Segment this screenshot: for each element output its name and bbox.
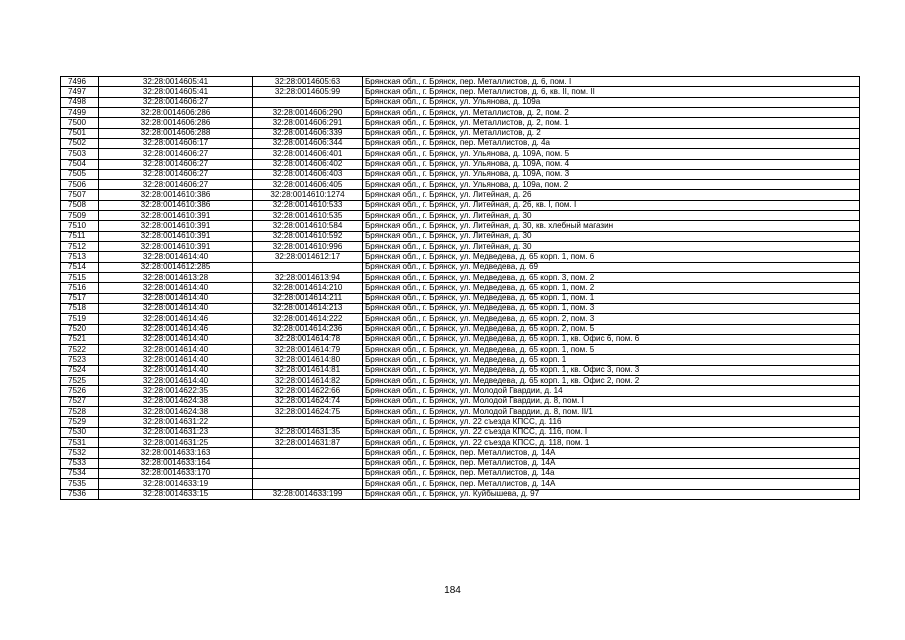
object-cadastral-number: 32:28:0014606:291 <box>253 118 363 128</box>
row-number: 7530 <box>61 427 99 437</box>
table-row <box>61 437 860 447</box>
table-row <box>61 417 860 427</box>
object-cadastral-number: 32:28:0014606:344 <box>253 138 363 148</box>
parcel-cadastral-number: 32:28:0014606:27 <box>99 159 253 169</box>
parcel-cadastral-number: 32:28:0014606:27 <box>99 169 253 179</box>
table-row <box>61 427 860 437</box>
object-cadastral-number <box>253 262 363 272</box>
table-row <box>61 190 860 200</box>
object-cadastral-number: 32:28:0014610:592 <box>253 231 363 241</box>
parcel-cadastral-number: 32:28:0014610:386 <box>99 190 253 200</box>
object-cadastral-number <box>253 448 363 458</box>
row-number: 7525 <box>61 376 99 386</box>
parcel-cadastral-number: 32:28:0014624:38 <box>99 407 253 417</box>
address: Брянская обл., г. Брянск, ул. Ульянова, д. 109А, пом. 3 <box>363 169 860 179</box>
row-number: 7518 <box>61 303 99 313</box>
address: Брянская обл., г. Брянск, ул. Медведева, д. 65 корп. 1, пом. 2 <box>363 283 860 293</box>
address: Брянская обл., г. Брянск, пер. Металлистов, д. 4а <box>363 138 860 148</box>
address: Брянская обл., г. Брянск, ул. Литейная, д. 30 <box>363 211 860 221</box>
object-cadastral-number: 32:28:0014614:78 <box>253 334 363 344</box>
object-cadastral-number <box>253 468 363 478</box>
row-number: 7507 <box>61 190 99 200</box>
row-number: 7510 <box>61 221 99 231</box>
row-number: 7511 <box>61 231 99 241</box>
object-cadastral-number: 32:28:0014614:80 <box>253 355 363 365</box>
parcel-cadastral-number: 32:28:0014614:46 <box>99 324 253 334</box>
address: Брянская обл., г. Брянск, ул. Медведева, д. 69 <box>363 262 860 272</box>
object-cadastral-number: 32:28:0014613:94 <box>253 272 363 282</box>
address: Брянская обл., г. Брянск, пер. Металлистов, д. 14а <box>363 468 860 478</box>
row-number: 7514 <box>61 262 99 272</box>
parcel-cadastral-number: 32:28:0014606:27 <box>99 180 253 190</box>
table-row <box>61 386 860 396</box>
address: Брянская обл., г. Брянск, ул. Медведева, д. 65 корп. 2, пом. 5 <box>363 324 860 334</box>
row-number: 7503 <box>61 149 99 159</box>
address: Брянская обл., г. Брянск, ул. Куйбышева, д. 97 <box>363 489 860 499</box>
table-row <box>61 355 860 365</box>
row-number: 7502 <box>61 138 99 148</box>
parcel-cadastral-number: 32:28:0014614:40 <box>99 283 253 293</box>
object-cadastral-number <box>253 97 363 107</box>
address: Брянская обл., г. Брянск, ул. 22 съезда КПСС, д. 116 <box>363 417 860 427</box>
object-cadastral-number: 32:28:0014610:584 <box>253 221 363 231</box>
object-cadastral-number <box>253 479 363 489</box>
parcel-cadastral-number: 32:28:0014610:391 <box>99 231 253 241</box>
address: Брянская обл., г. Брянск, ул. Ульянова, д. 109А, пом. 4 <box>363 159 860 169</box>
address: Брянская обл., г. Брянск, ул. Металлистов, д. 2, пом. 2 <box>363 107 860 117</box>
object-cadastral-number: 32:28:0014606:290 <box>253 107 363 117</box>
parcel-cadastral-number: 32:28:0014614:40 <box>99 365 253 375</box>
address: Брянская обл., г. Брянск, ул. Литейная, д. 30, кв. хлебный магазин <box>363 221 860 231</box>
table-row <box>61 334 860 344</box>
address: Брянская обл., г. Брянск, ул. Ульянова, д. 109а <box>363 97 860 107</box>
row-number: 7522 <box>61 345 99 355</box>
object-cadastral-number: 32:28:0014606:402 <box>253 159 363 169</box>
table-row <box>61 159 860 169</box>
object-cadastral-number: 32:28:0014624:74 <box>253 396 363 406</box>
table-row <box>61 365 860 375</box>
table-row <box>61 118 860 128</box>
object-cadastral-number: 32:28:0014605:63 <box>253 77 363 87</box>
parcel-cadastral-number: 32:28:0014631:23 <box>99 427 253 437</box>
parcel-cadastral-number: 32:28:0014606:27 <box>99 97 253 107</box>
row-number: 7513 <box>61 252 99 262</box>
parcel-cadastral-number: 32:28:0014610:386 <box>99 200 253 210</box>
row-number: 7523 <box>61 355 99 365</box>
row-number: 7519 <box>61 314 99 324</box>
table-row <box>61 138 860 148</box>
object-cadastral-number: 32:28:0014633:199 <box>253 489 363 499</box>
object-cadastral-number: 32:28:0014614:210 <box>253 283 363 293</box>
object-cadastral-number: 32:28:0014606:401 <box>253 149 363 159</box>
object-cadastral-number: 32:28:0014610:533 <box>253 200 363 210</box>
row-number: 7534 <box>61 468 99 478</box>
address: Брянская обл., г. Брянск, ул. Медведева, д. 65 корп. 1, кв. Офис 6, пом. 6 <box>363 334 860 344</box>
parcel-cadastral-number: 32:28:0014614:40 <box>99 303 253 313</box>
object-cadastral-number: 32:28:0014614:79 <box>253 345 363 355</box>
row-number: 7528 <box>61 407 99 417</box>
parcel-cadastral-number: 32:28:0014624:38 <box>99 396 253 406</box>
object-cadastral-number: 32:28:0014606:405 <box>253 180 363 190</box>
table-row <box>61 345 860 355</box>
object-cadastral-number: 32:28:0014624:75 <box>253 407 363 417</box>
address: Брянская обл., г. Брянск, пер. Металлистов, д. 6, кв. II, пом. II <box>363 87 860 97</box>
object-cadastral-number: 32:28:0014631:35 <box>253 427 363 437</box>
row-number: 7533 <box>61 458 99 468</box>
object-cadastral-number: 32:28:0014614:211 <box>253 293 363 303</box>
row-number: 7509 <box>61 211 99 221</box>
table-row <box>61 407 860 417</box>
row-number: 7497 <box>61 87 99 97</box>
row-number: 7520 <box>61 324 99 334</box>
address: Брянская обл., г. Брянск, ул. Металлистов, д. 2 <box>363 128 860 138</box>
table-row <box>61 252 860 262</box>
row-number: 7535 <box>61 479 99 489</box>
row-number: 7532 <box>61 448 99 458</box>
row-number: 7505 <box>61 169 99 179</box>
address: Брянская обл., г. Брянск, ул. Литейная, д. 26, кв. I, пом. I <box>363 200 860 210</box>
address: Брянская обл., г. Брянск, ул. Молодой Гвардии, д. 8, пом. II/1 <box>363 407 860 417</box>
parcel-cadastral-number: 32:28:0014613:28 <box>99 272 253 282</box>
row-number: 7504 <box>61 159 99 169</box>
row-number: 7526 <box>61 386 99 396</box>
object-cadastral-number: 32:28:0014606:339 <box>253 128 363 138</box>
parcel-cadastral-number: 32:28:0014605:41 <box>99 77 253 87</box>
table-row <box>61 242 860 252</box>
table-row <box>61 272 860 282</box>
object-cadastral-number <box>253 417 363 427</box>
address: Брянская обл., г. Брянск, ул. Медведева, д. 65 корп. 1, кв. Офис 3, пом. 3 <box>363 365 860 375</box>
address: Брянская обл., г. Брянск, ул. 22 съезда КПСС, д. 118, пом. 1 <box>363 437 860 447</box>
parcel-cadastral-number: 32:28:0014633:164 <box>99 458 253 468</box>
table-row <box>61 262 860 272</box>
address: Брянская обл., г. Брянск, ул. 22 съезда КПСС, д. 116, пом. I <box>363 427 860 437</box>
table-row <box>61 149 860 159</box>
address: Брянская обл., г. Брянск, ул. Медведева, д. 65 корп. 1, пом. 3 <box>363 303 860 313</box>
table-row <box>61 324 860 334</box>
row-number: 7536 <box>61 489 99 499</box>
row-number: 7515 <box>61 272 99 282</box>
object-cadastral-number: 32:28:0014614:82 <box>253 376 363 386</box>
parcel-cadastral-number: 32:28:0014610:391 <box>99 242 253 252</box>
address: Брянская обл., г. Брянск, ул. Литейная, д. 30 <box>363 242 860 252</box>
table-row <box>61 211 860 221</box>
row-number: 7517 <box>61 293 99 303</box>
table-row <box>61 107 860 117</box>
parcel-cadastral-number: 32:28:0014606:286 <box>99 118 253 128</box>
parcel-cadastral-number: 32:28:0014622:35 <box>99 386 253 396</box>
address: Брянская обл., г. Брянск, ул. Медведева, д. 65 корп. 1, кв. Офис 2, пом. 2 <box>363 376 860 386</box>
row-number: 7501 <box>61 128 99 138</box>
parcel-cadastral-number: 32:28:0014610:391 <box>99 211 253 221</box>
table-body <box>61 77 860 500</box>
table-row <box>61 221 860 231</box>
address: Брянская обл., г. Брянск, ул. Ульянова, д. 109а, пом. 2 <box>363 180 860 190</box>
row-number: 7499 <box>61 107 99 117</box>
object-cadastral-number: 32:28:0014614:81 <box>253 365 363 375</box>
table-row <box>61 303 860 313</box>
object-cadastral-number: 32:28:0014610:535 <box>253 211 363 221</box>
address: Брянская обл., г. Брянск, пер. Металлистов, д. 14А <box>363 458 860 468</box>
parcel-cadastral-number: 32:28:0014606:17 <box>99 138 253 148</box>
object-cadastral-number: 32:28:0014622:66 <box>253 386 363 396</box>
row-number: 7527 <box>61 396 99 406</box>
object-cadastral-number: 32:28:0014631:87 <box>253 437 363 447</box>
table-row <box>61 97 860 107</box>
table-row <box>61 200 860 210</box>
address: Брянская обл., г. Брянск, ул. Медведева, д. 65 корп. 3, пом. 2 <box>363 272 860 282</box>
table-row <box>61 396 860 406</box>
row-number: 7516 <box>61 283 99 293</box>
object-cadastral-number: 32:28:0014606:403 <box>253 169 363 179</box>
object-cadastral-number: 32:28:0014610:1274 <box>253 190 363 200</box>
address: Брянская обл., г. Брянск, пер. Металлистов, д. 14А <box>363 479 860 489</box>
parcel-cadastral-number: 32:28:0014614:40 <box>99 355 253 365</box>
address: Брянская обл., г. Брянск, пер. Металлистов, д. 6, пом. I <box>363 77 860 87</box>
address: Брянская обл., г. Брянск, ул. Медведева, д. 65 корп. 1, пом. 6 <box>363 252 860 262</box>
property-table <box>60 76 860 500</box>
table-row <box>61 283 860 293</box>
parcel-cadastral-number: 32:28:0014614:40 <box>99 293 253 303</box>
row-number: 7498 <box>61 97 99 107</box>
parcel-cadastral-number: 32:28:0014606:288 <box>99 128 253 138</box>
parcel-cadastral-number: 32:28:0014606:286 <box>99 107 253 117</box>
address: Брянская обл., г. Брянск, ул. Металлистов, д. 2, пом. 1 <box>363 118 860 128</box>
address: Брянская обл., г. Брянск, ул. Медведева, д. 65 корп. 1 <box>363 355 860 365</box>
parcel-cadastral-number: 32:28:0014614:40 <box>99 252 253 262</box>
table-row <box>61 169 860 179</box>
table-row <box>61 479 860 489</box>
parcel-cadastral-number: 32:28:0014614:40 <box>99 334 253 344</box>
parcel-cadastral-number: 32:28:0014633:19 <box>99 479 253 489</box>
parcel-cadastral-number: 32:28:0014606:27 <box>99 149 253 159</box>
parcel-cadastral-number: 32:28:0014633:170 <box>99 468 253 478</box>
address: Брянская обл., г. Брянск, ул. Молодой Гвардии, д. 14 <box>363 386 860 396</box>
table-row <box>61 314 860 324</box>
address: Брянская обл., г. Брянск, ул. Литейная, д. 26 <box>363 190 860 200</box>
table-row <box>61 489 860 499</box>
page-number: 184 <box>444 585 461 596</box>
parcel-cadastral-number: 32:28:0014612:285 <box>99 262 253 272</box>
row-number: 7521 <box>61 334 99 344</box>
address: Брянская обл., г. Брянск, ул. Медведева, д. 65 корп. 1, пом. 1 <box>363 293 860 303</box>
row-number: 7512 <box>61 242 99 252</box>
object-cadastral-number: 32:28:0014610:996 <box>253 242 363 252</box>
table-row <box>61 128 860 138</box>
row-number: 7496 <box>61 77 99 87</box>
table-row <box>61 293 860 303</box>
table-row <box>61 376 860 386</box>
row-number: 7508 <box>61 200 99 210</box>
parcel-cadastral-number: 32:28:0014614:46 <box>99 314 253 324</box>
address: Брянская обл., г. Брянск, ул. Медведева, д. 65 корп. 1, пом. 5 <box>363 345 860 355</box>
object-cadastral-number: 32:28:0014612:17 <box>253 252 363 262</box>
object-cadastral-number: 32:28:0014614:236 <box>253 324 363 334</box>
parcel-cadastral-number: 32:28:0014631:22 <box>99 417 253 427</box>
row-number: 7531 <box>61 437 99 447</box>
parcel-cadastral-number: 32:28:0014633:15 <box>99 489 253 499</box>
parcel-cadastral-number: 32:28:0014610:391 <box>99 221 253 231</box>
table-row <box>61 458 860 468</box>
parcel-cadastral-number: 32:28:0014631:25 <box>99 437 253 447</box>
parcel-cadastral-number: 32:28:0014605:41 <box>99 87 253 97</box>
address: Брянская обл., г. Брянск, ул. Литейная, д. 30 <box>363 231 860 241</box>
object-cadastral-number: 32:28:0014614:222 <box>253 314 363 324</box>
table-row <box>61 468 860 478</box>
row-number: 7500 <box>61 118 99 128</box>
row-number: 7524 <box>61 365 99 375</box>
address: Брянская обл., г. Брянск, ул. Ульянова, д. 109А, пом. 5 <box>363 149 860 159</box>
address: Брянская обл., г. Брянск, ул. Молодой Гвардии, д. 8, пом. I <box>363 396 860 406</box>
table-row <box>61 180 860 190</box>
object-cadastral-number: 32:28:0014605:99 <box>253 87 363 97</box>
parcel-cadastral-number: 32:28:0014614:40 <box>99 345 253 355</box>
table-row <box>61 87 860 97</box>
row-number: 7506 <box>61 180 99 190</box>
parcel-cadastral-number: 32:28:0014633:163 <box>99 448 253 458</box>
address: Брянская обл., г. Брянск, пер. Металлистов, д. 14А <box>363 448 860 458</box>
table-row <box>61 77 860 87</box>
object-cadastral-number: 32:28:0014614:213 <box>253 303 363 313</box>
table-row <box>61 448 860 458</box>
row-number: 7529 <box>61 417 99 427</box>
address: Брянская обл., г. Брянск, ул. Медведева, д. 65 корп. 2, пом. 3 <box>363 314 860 324</box>
table-row <box>61 231 860 241</box>
object-cadastral-number <box>253 458 363 468</box>
parcel-cadastral-number: 32:28:0014614:40 <box>99 376 253 386</box>
